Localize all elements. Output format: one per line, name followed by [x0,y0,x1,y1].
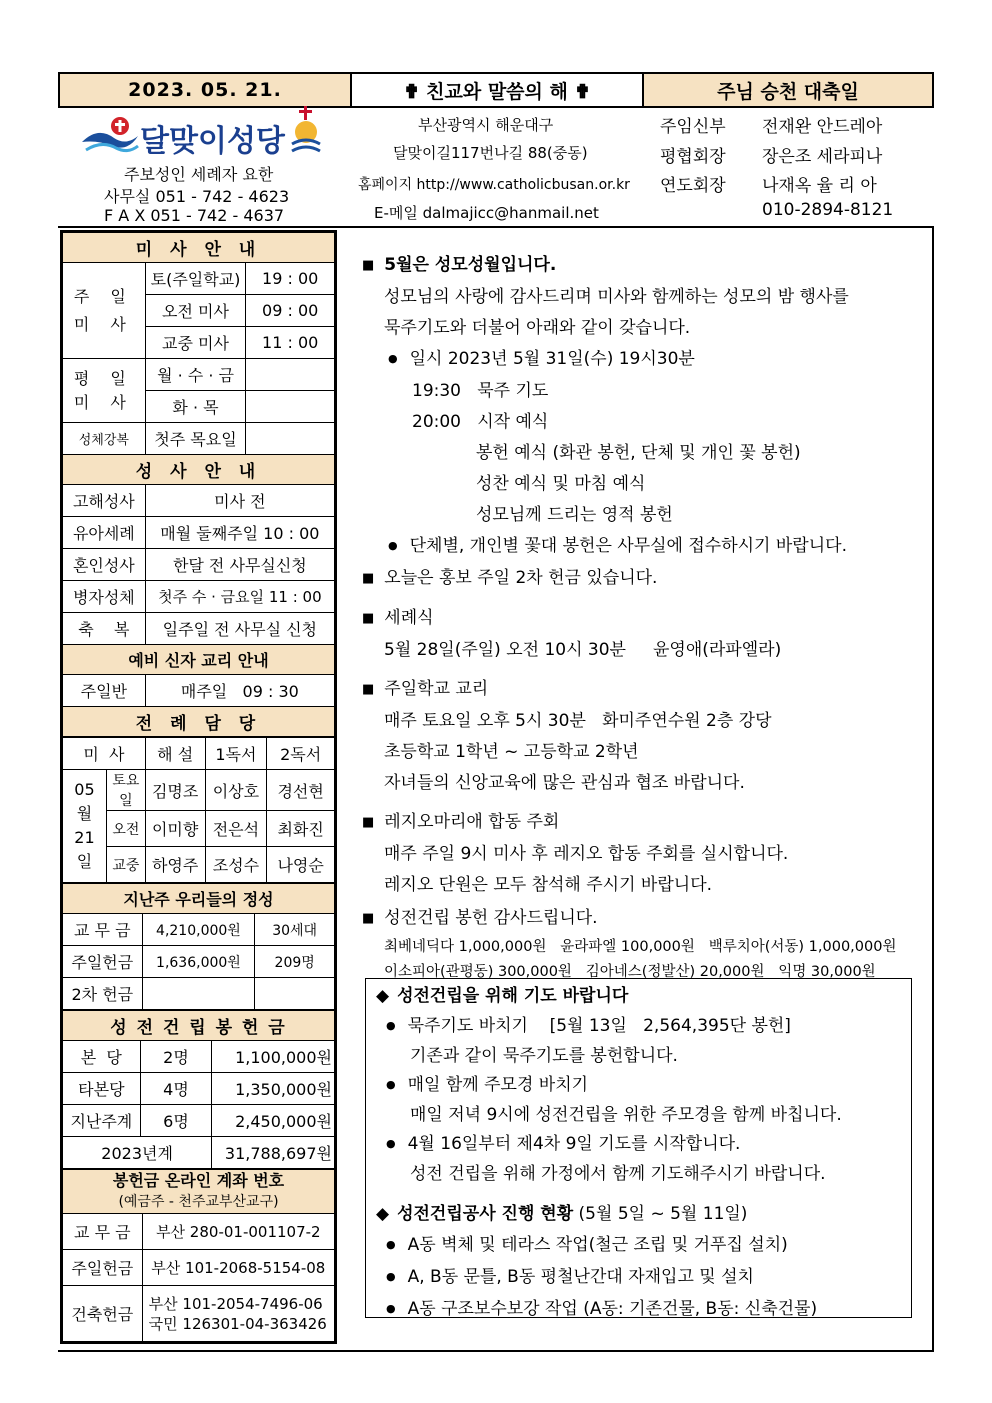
news-second-collection: ■ 오늘은 홍보 주일 2차 헌금 있습니다. [362,563,917,595]
liturgy-mass: 오전 [106,811,145,847]
news-column [362,250,917,985]
news-sunday-school-title: ■ 주일학교 교리 [362,674,917,706]
bulletin-date: 2023. 05. 21. [60,74,352,106]
mass-time [246,359,335,391]
account-number: 국민 126301-04-363426 [148,1314,327,1333]
offering-amount: 1,636,000원 [142,946,255,978]
liturgy-header: 미 사 [63,738,146,770]
building-label: 타본당 [63,1073,141,1105]
account-title: 봉헌금 온라인 계좌 번호 [112,1171,285,1190]
news-may-title: ■ 5월은 성모성월입니다. [362,250,917,282]
prayer-item: ● 4월 16일부터 제4차 9일 기도를 시작합니다. [376,1130,901,1160]
news-text: 자녀들의 신앙교육에 많은 관심과 협조 바랍니다. [384,773,745,793]
sacrament-label: 혼인성사 [63,549,146,581]
building-amount: 2,450,000원 [212,1105,335,1137]
news-text: 레지오 단원은 모두 참석해 주시기 바랍니다. [384,875,713,895]
sacrament-section-title: 성 사 안 내 [63,455,335,485]
liturgy-header: 1독서 [205,738,267,770]
prayer-title: ◆ 성전건립을 위해 기도 바랍니다 [376,981,901,1012]
info-table [62,232,335,737]
account-section-title [63,1170,335,1214]
sacrament-label: 고해성사 [63,485,146,517]
account-holder: (예금주 - 천주교부산교구) [118,1194,279,1210]
liturgy-reader2: 경선현 [267,770,335,811]
news-schedule-note: ● 단체별, 개인별 꽃대 봉헌은 사무실에 접수하시기 바랍니다. [362,531,917,563]
mass-name: 토(주일학교) [145,263,246,295]
news-text: 5월 28일(주일) 오전 10시 30분 윤영애(라파엘라) [384,640,782,660]
sacrament-value: 미사 전 [145,485,334,517]
account-table [62,1169,335,1342]
mass-time [246,391,335,423]
mass-time: 19 : 00 [246,263,335,295]
parish-emblem-icon [286,106,326,158]
prayer-text: 성전 건립을 위해 가정에서 함께 기도해주시기 바랍니다. [410,1164,826,1184]
news-text: 성모님의 사랑에 감사드리며 미사와 함께하는 성모의 밤 행사를 [384,287,849,307]
offering-count: 209명 [255,946,335,978]
news-text: 초등학교 1학년 ~ 고등학교 2학년 [384,742,639,762]
building-fund-table [62,1010,335,1169]
liturgy-commentator: 이미향 [145,811,205,847]
liturgy-reader2: 최화진 [267,811,335,847]
address-line2: 달맞이길117번나길 88(중동) [393,144,588,162]
liturgy-reader1: 이상호 [205,770,267,811]
building-amount: 1,350,000원 [212,1073,335,1105]
news-thanks-title: ■ 성전건립 봉헌 감사드립니다. [362,903,917,935]
liturgy-commentator: 김명조 [145,770,205,811]
offering-label: 2차 헌금 [63,978,143,1010]
news-schedule-item: 19:30 묵주 기도 [412,381,549,401]
offering-label: 교 무 금 [63,914,143,946]
prayer-box [365,978,912,1318]
staff-role-2: 평협회장 [660,147,726,167]
building-year-total: 31,788,697원 [212,1137,335,1169]
building-count: 2명 [140,1041,212,1073]
sacrament-label: 병자성체 [63,581,146,613]
account-number: 부산 280-01-001107-2 [142,1214,334,1250]
mass-name: 오전 미사 [145,295,246,327]
wave-logo-icon [80,112,140,158]
news-text: 매주 주일 9시 미사 후 레지오 합동 주회를 실시합니다. [384,844,789,864]
account-number: 부산 101-2068-5154-08 [142,1250,334,1286]
staff-role-1: 주임신부 [660,117,726,137]
staff-name-2: 장은조 세라피나 [762,147,883,167]
liturgy-reader1: 조성수 [205,847,267,883]
sacrament-value: 매월 둘째주일 10 : 00 [145,517,334,549]
news-schedule-item: 성모님께 드리는 영적 봉헌 [476,505,673,525]
sacrament-value: 한달 전 사무실신청 [145,549,334,581]
prayer-text: 매일 저녁 9시에 성전건립을 위한 주모경을 함께 바칩니다. [410,1105,842,1125]
offering-count [255,978,335,1010]
adoration-value: 첫주 목요일 [145,423,246,455]
sacrament-value: 첫주 수 · 금요일 11 : 00 [145,581,334,613]
liturgy-reader2: 나영순 [267,847,335,883]
account-label: 건축헌금 [63,1286,143,1342]
offering-count: 30세대 [255,914,335,946]
left-info-column [60,230,337,1344]
building-accounts [142,1286,334,1342]
building-section-title: 성 전 건 립 봉 헌 금 [63,1011,335,1041]
mass-time: 11 : 00 [246,327,335,359]
sacrament-label: 유아세례 [63,517,146,549]
catechism-label: 주일반 [63,675,146,707]
news-schedule-title: ● 일시 2023년 5월 31일(수) 19시30분 [362,344,917,376]
weekday-mass-label: 평 일 미 사 [63,359,146,423]
sacrament-value: 일주일 전 사무실 신청 [145,613,334,645]
parish-name: 달맞이성당 [140,124,285,159]
account-label: 주일헌금 [63,1250,143,1286]
liturgy-reader1: 전은석 [205,811,267,847]
liturgy-date: 05월 21일 [63,770,107,883]
news-baptism-title: ■ 세례식 [362,603,917,635]
year-theme: ✟ 친교와 말씀의 해 ✟ [352,74,644,106]
fax-number: F A X 051 - 742 - 4637 [104,206,285,225]
news-donors: 이소피아(관평동) 300,000원 김아네스(정발산) 20,000원 익명 30,000원 [384,964,876,980]
offering-amount: 4,210,000원 [142,914,255,946]
sacrament-label: 축 복 [63,613,146,645]
progress-title: 성전건립공사 진행 현황 [397,1204,574,1224]
mass-name: 화 · 목 [145,391,246,423]
office-phone: 사무실 051 - 742 - 4623 [104,187,290,206]
staff-role-3: 연도회장 [660,176,726,196]
adoration-label: 성체강복 [63,423,146,455]
email-link[interactable]: E-메일 dalmajicc@hanmail.net [374,204,599,222]
offering-amount [142,978,255,1010]
news-donors: 최베네딕다 1,000,000원 윤라파엘 100,000원 백루치아(서동) 1,000,000원 [384,939,897,955]
offering-section-title: 지난주 우리들의 정성 [63,884,335,914]
liturgy-header: 2독서 [267,738,335,770]
news-text: 매주 토요일 오후 5시 30분 화미주연수원 2층 강당 [384,711,772,731]
mass-time: 09 : 00 [246,295,335,327]
liturgy-section-title: 전 례 담 당 [63,707,335,737]
building-count: 4명 [140,1073,212,1105]
offering-label: 주일헌금 [63,946,143,978]
prayer-item: ● 매일 함께 주모경 바치기 [376,1071,901,1101]
mass-name: 월 · 수 · 금 [145,359,246,391]
feast-name: 주님 승천 대축일 [644,74,932,106]
building-count: 6명 [140,1105,212,1137]
progress-item: ● A동 구조보수보강 작업 (A동: 기존건물, B동: 신축건물) [376,1294,901,1326]
staff-name-3: 나재옥 율 리 아 [762,176,877,196]
account-number: 부산 101-2054-7496-06 [148,1294,323,1313]
liturgy-mass: 토요일 [106,770,145,811]
catechism-section-title: 예비 신자 교리 안내 [63,645,335,675]
news-legio-title: ■ 레지오마리애 합동 주회 [362,807,917,839]
liturgy-header: 해 설 [145,738,205,770]
patron-saint: 주보성인 세례자 요한 [124,165,274,184]
mass-name: 교중 미사 [145,327,246,359]
building-label: 지난주계 [63,1105,141,1137]
parish-logo [80,112,340,162]
offering-table [62,883,335,1010]
sunday-mass-label: 주 일 미 사 [63,263,146,359]
header-bar [58,72,934,108]
progress-item: ● A동 벽체 및 테라스 작업(철근 조립 및 거푸집 설치) [376,1230,901,1262]
building-year-label: 2023년계 [63,1137,212,1169]
staff-name-1: 전재완 안드레아 [762,117,883,137]
news-schedule-item: 성찬 예식 및 마침 예식 [476,474,646,494]
progress-item: ● A, B동 문틀, B동 평철난간대 자재입고 및 설치 [376,1262,901,1294]
homepage-link[interactable]: 홈페이지 http://www.catholicbusan.or.kr [358,177,630,193]
address-line1: 부산광역시 해운대구 [418,116,554,134]
building-label: 본 당 [63,1041,141,1073]
progress-period: (5월 5일 ~ 5월 11일) [578,1204,748,1224]
progress-title-line [376,1199,901,1230]
prayer-text: 기존과 같이 묵주기도를 봉헌합니다. [410,1046,678,1066]
news-schedule-item: 20:00 시작 예식 [412,412,549,432]
liturgy-table [62,737,335,883]
news-schedule-item: 봉헌 예식 (화관 봉헌, 단체 및 개인 꽃 봉헌) [476,443,801,463]
building-amount: 1,100,000원 [212,1041,335,1073]
prayer-item: ● 묵주기도 바치기 [5월 13일 2,564,395단 봉헌] [376,1012,901,1042]
mass-section-title: 미 사 안 내 [63,233,335,263]
liturgy-mass: 교중 [106,847,145,883]
staff-phone: 010-2894-8121 [762,200,894,220]
liturgy-commentator: 하영주 [145,847,205,883]
account-label: 교 무 금 [63,1214,143,1250]
catechism-value: 매주일 09 : 30 [145,675,334,707]
news-text: 묵주기도와 더불어 아래와 같이 갖습니다. [384,318,691,338]
